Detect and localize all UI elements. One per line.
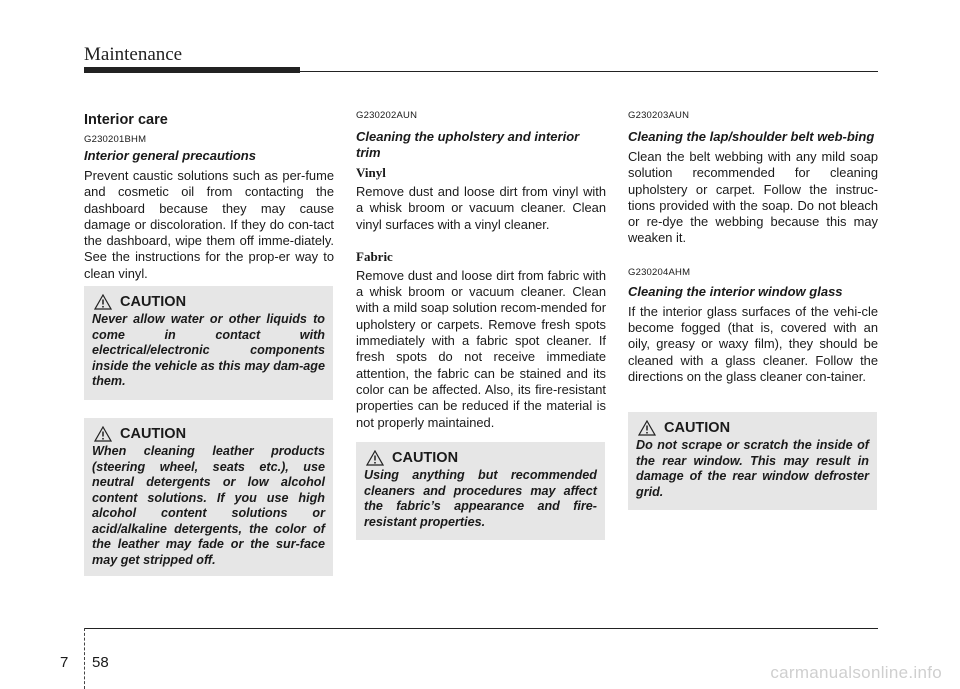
page-number: 58 [92,654,109,671]
watermark: carmanualsonline.info [770,663,942,682]
paragraph: If the interior glass surfaces of the vehi-cle become fogged (that is, covered with an oily, greasy or waxy film), they should be cleaned with a glass cleaner. Follow the directions on the glass cleaner con-tainer. [628,303,878,384]
subheading: Cleaning the lap/shoulder belt web-bing [628,129,875,144]
caution-text: Using anything but recommended cleaners and procedures may affect the fabric’s appearance and fire-resistant properties. [364,468,597,529]
header-rule-thin [300,71,878,72]
caution-title: CAUTION [664,420,731,436]
footer-rule [84,628,878,629]
warning-triangle-icon [638,420,656,436]
caution-header [364,450,597,466]
page-header-title: Maintenance [84,44,183,65]
section-code: G230202AUN [356,110,418,121]
section-title: Interior care [84,112,168,128]
subheading-vinyl: Vinyl [356,165,386,180]
column-3 [628,110,878,385]
warning-triangle-icon [366,450,384,466]
caution-header [92,294,325,310]
caution-title: CAUTION [120,294,187,310]
caution-title: CAUTION [392,450,459,466]
paragraph-fabric: Remove dust and loose dirt from fabric with a whisk broom or vacuum cleaner. Clean with a mild soap solution recom-mended for upholstery or carpets. Remove fresh spots immediately with a fabric spot cleaner. If fresh spots do not receive immediate attention, the fabric can be stained and its color can be affected. Also, its fire-resistant properties can be reduced if the material is not properly maintained. [356,267,606,430]
section-code: G230203AUN [628,110,690,121]
warning-triangle-icon [94,294,112,310]
section-code: G230201BHM [84,134,147,145]
caution-box [84,286,333,400]
caution-header [92,426,325,442]
paragraph: Clean the belt webbing with any mild soap solution recommended for cleaning upholstery or carpet. Follow the instruc-tions provided with the soap. Do not bleach or re-dye the webbing because this may weaken it. [628,149,878,246]
warning-triangle-icon [94,426,112,442]
caution-box [628,412,877,510]
header-rule-thick [84,67,300,73]
caution-text: When cleaning leather products (steering wheel, seats etc.), use neutral detergents or low alcohol content solutions. If you use high alcohol content solutions or acid/alkaline detergents, the color of the leather may fade or the sur-face may get stripped off. [92,444,325,567]
paragraph: Prevent caustic solutions such as per-fume and cosmetic oil from contacting the dashboard because they may cause damage or discoloration. If they do con-tact the dashboard, wipe them off imme-diately. See the instructions for the prop-er way to clean vinyl. [84,168,334,281]
caution-text: Do not scrape or scratch the inside of the rear window. This may result in damage of the rear window defroster grid. [636,438,869,499]
paragraph-vinyl: Remove dust and loose dirt from vinyl with a whisk broom or vacuum cleaner. Clean vinyl surfaces with a vinyl cleaner. [356,184,606,232]
column-1 [84,106,334,282]
caution-text: Never allow water or other liquids to come in contact with electrical/electronic components inside the vehicle as this may dam-age them. [92,312,325,388]
caution-box [356,442,605,540]
caution-header [636,420,869,436]
subheading-fabric: Fabric [356,248,393,264]
subheading: Cleaning the upholstery and interior trim [356,129,580,160]
caution-title: CAUTION [120,426,187,442]
caution-box [84,418,333,576]
subheading: Interior general precautions [84,148,256,163]
subheading: Cleaning the interior window glass [628,283,843,299]
chapter-number: 7 [60,654,69,671]
column-2 [356,110,606,431]
footer-divider [84,628,86,689]
section-code: G230204AHM [628,266,691,278]
